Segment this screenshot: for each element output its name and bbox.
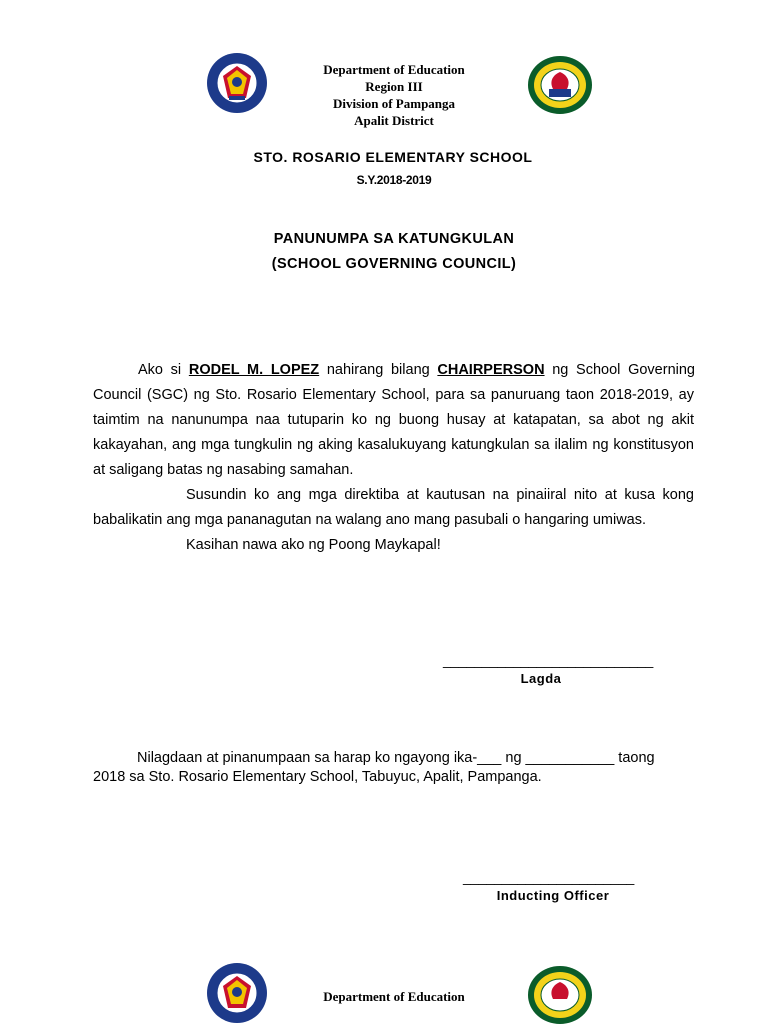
oath-paragraph-first-line [138, 358, 695, 383]
oath-closing: Kasihan nawa ako ng Poong Maykapal! [186, 537, 441, 553]
footer-deped-seal-logo [206, 962, 268, 1024]
signature-label: Lagda [520, 671, 562, 686]
oath-paragraph-2-body: babalikatin ang mga pananagutan na walang ano mang pasubali o hangaring umiwas. [93, 512, 647, 528]
oath-position: CHAIRPERSON [437, 362, 545, 378]
header-text [260, 61, 528, 129]
oath-intro: Ako si [138, 362, 189, 378]
header-line-district: Apalit District [354, 113, 434, 128]
officer-signature-line: ______________________ [463, 869, 635, 885]
title-line-1: PANUNUMPA SA KATUNGKULAN [273, 231, 515, 247]
oath-name: RODEL M. LOPEZ [188, 362, 320, 378]
school-year: S.Y.2018-2019 [356, 173, 432, 187]
deped-seal-logo [206, 52, 268, 114]
header-line-division: Division of Pampanga [332, 96, 456, 111]
signature-line: ___________________________ [443, 652, 654, 668]
school-name: STO. ROSARIO ELEMENTARY SCHOOL [253, 149, 533, 165]
sworn-line-2: 2018 sa Sto. Rosario Elementary School, Tabuyuc, Apalit, Pampanga. [93, 769, 542, 785]
school-seal-icon [527, 55, 593, 115]
oath-paragraph-body: Council (SGC) ng Sto. Rosario Elementary School, para sa panuruang taon 2018-2019, ay taimtim na nanunumpa naa tutuparin ko ng buong husay at katapatan, sa abot ng akit kakayahan, ang mga tungkulin ng aking kasalukuyang katungkulan sa ilalim ng konstitusyon at saligang batas ng nasabing samahan. [93, 387, 694, 478]
footer-header-text [260, 988, 528, 1005]
oath-paragraph-2-first-line: Susundin ko ang mga direktiba at kautusan na pinaiiral nito at kusa kong [186, 487, 694, 503]
sworn-line-1: Nilagdaan at pinanumpaan sa harap ko ngayong ika-___ ng ___________ taong [137, 750, 655, 766]
footer-school-seal-logo [527, 965, 593, 1024]
deped-seal-icon [206, 962, 268, 1024]
oath-appointed: nahirang bilang [319, 362, 438, 378]
header-line-region: Region III [365, 79, 423, 94]
footer-dept: Department of Education [323, 989, 465, 1004]
deped-seal-icon [206, 52, 268, 114]
school-seal-logo [527, 55, 593, 115]
header-line-dept: Department of Education [323, 62, 465, 77]
school-seal-icon [527, 965, 593, 1024]
title-line-2: (SCHOOL GOVERNING COUNCIL) [271, 256, 517, 272]
oath-council: ng School Governing [544, 362, 695, 378]
officer-label: Inducting Officer [496, 888, 610, 903]
